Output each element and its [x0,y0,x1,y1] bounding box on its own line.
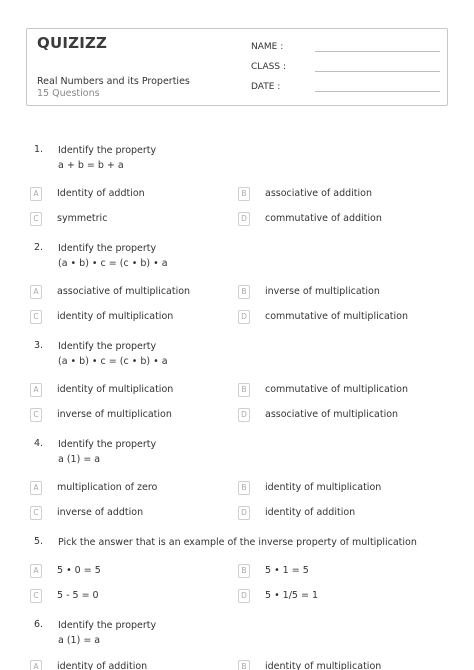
question-expression: a + b = b + a [58,160,124,171]
option-label: 5 • 1 = 5 [265,565,309,576]
question-prompt: Pick the answer that is an example of the inverse property of multiplication [58,537,417,548]
option-letter-box: B [238,187,250,201]
class-field[interactable] [315,71,440,72]
option-label: 5 - 5 = 0 [57,590,99,601]
question-number: 1. [34,144,44,155]
option-label: identity of multiplication [57,384,174,395]
option-letter-box: D [238,408,250,422]
name-field[interactable] [315,51,440,52]
option-label: inverse of multiplication [57,409,172,420]
date-field[interactable] [315,91,440,92]
question-number: 5. [34,536,44,547]
option-label: associative of multiplication [57,286,191,297]
option-letter-box: D [238,589,250,603]
option-letter-box: D [238,506,250,520]
option-letter-box: C [30,212,42,226]
question-prompt: Identify the property [58,620,157,631]
worksheet-header [26,28,448,106]
option-label: inverse of multiplication [265,286,380,297]
option-label: identity of addition [57,661,148,670]
option-letter-box: A [30,383,42,397]
option-label: associative of multiplication [265,409,399,420]
option-letter-box: A [30,285,42,299]
question-number: 3. [34,340,44,351]
question-prompt: Identify the property [58,145,157,156]
question-number: 6. [34,619,44,630]
question-number: 2. [34,242,44,253]
option-label: inverse of addtion [57,507,144,518]
question-prompt: Identify the property [58,439,157,450]
option-letter-box: B [238,660,250,670]
option-label: Identity of addtion [57,188,145,199]
option-letter-box: B [238,481,250,495]
option-label: identity of addition [265,507,356,518]
option-label: commutative of multiplication [265,311,408,322]
option-letter-box: B [238,564,250,578]
option-label: symmetric [57,213,108,224]
option-letter-box: A [30,660,42,670]
question-prompt: Identify the property [58,341,157,352]
option-label: identity of multiplication [57,311,174,322]
option-letter-box: C [30,310,42,324]
option-letter-box: A [30,187,42,201]
question-expression: a (1) = a [58,635,101,646]
option-letter-box: C [30,589,42,603]
option-label: commutative of multiplication [265,384,408,395]
option-letter-box: C [30,408,42,422]
quizizz-logo: QUIZIZZ [37,34,108,52]
option-letter-box: A [30,564,42,578]
option-label: associative of addition [265,188,372,199]
question-count: 15 Questions [37,88,100,99]
option-label: identity of multiplication [265,661,382,670]
question-number: 4. [34,438,44,449]
option-label: 5 • 0 = 5 [57,565,101,576]
option-label: commutative of addition [265,213,382,224]
option-label: multiplication of zero [57,482,158,493]
option-letter-box: A [30,481,42,495]
option-label: 5 • 1/5 = 1 [265,590,319,601]
option-letter-box: B [238,383,250,397]
question-prompt: Identify the property [58,243,157,254]
option-letter-box: C [30,506,42,520]
question-expression: a (1) = a [58,454,101,465]
date-label: DATE : [251,82,281,92]
option-letter-box: B [238,285,250,299]
question-expression: (a • b) • c = (c • b) • a [58,356,168,367]
worksheet-title: Real Numbers and its Properties [37,76,190,87]
name-label: NAME : [251,42,284,52]
class-label: CLASS : [251,62,286,72]
option-letter-box: D [238,310,250,324]
option-label: identity of multiplication [265,482,382,493]
question-expression: (a • b) • c = (c • b) • a [58,258,168,269]
option-letter-box: D [238,212,250,226]
